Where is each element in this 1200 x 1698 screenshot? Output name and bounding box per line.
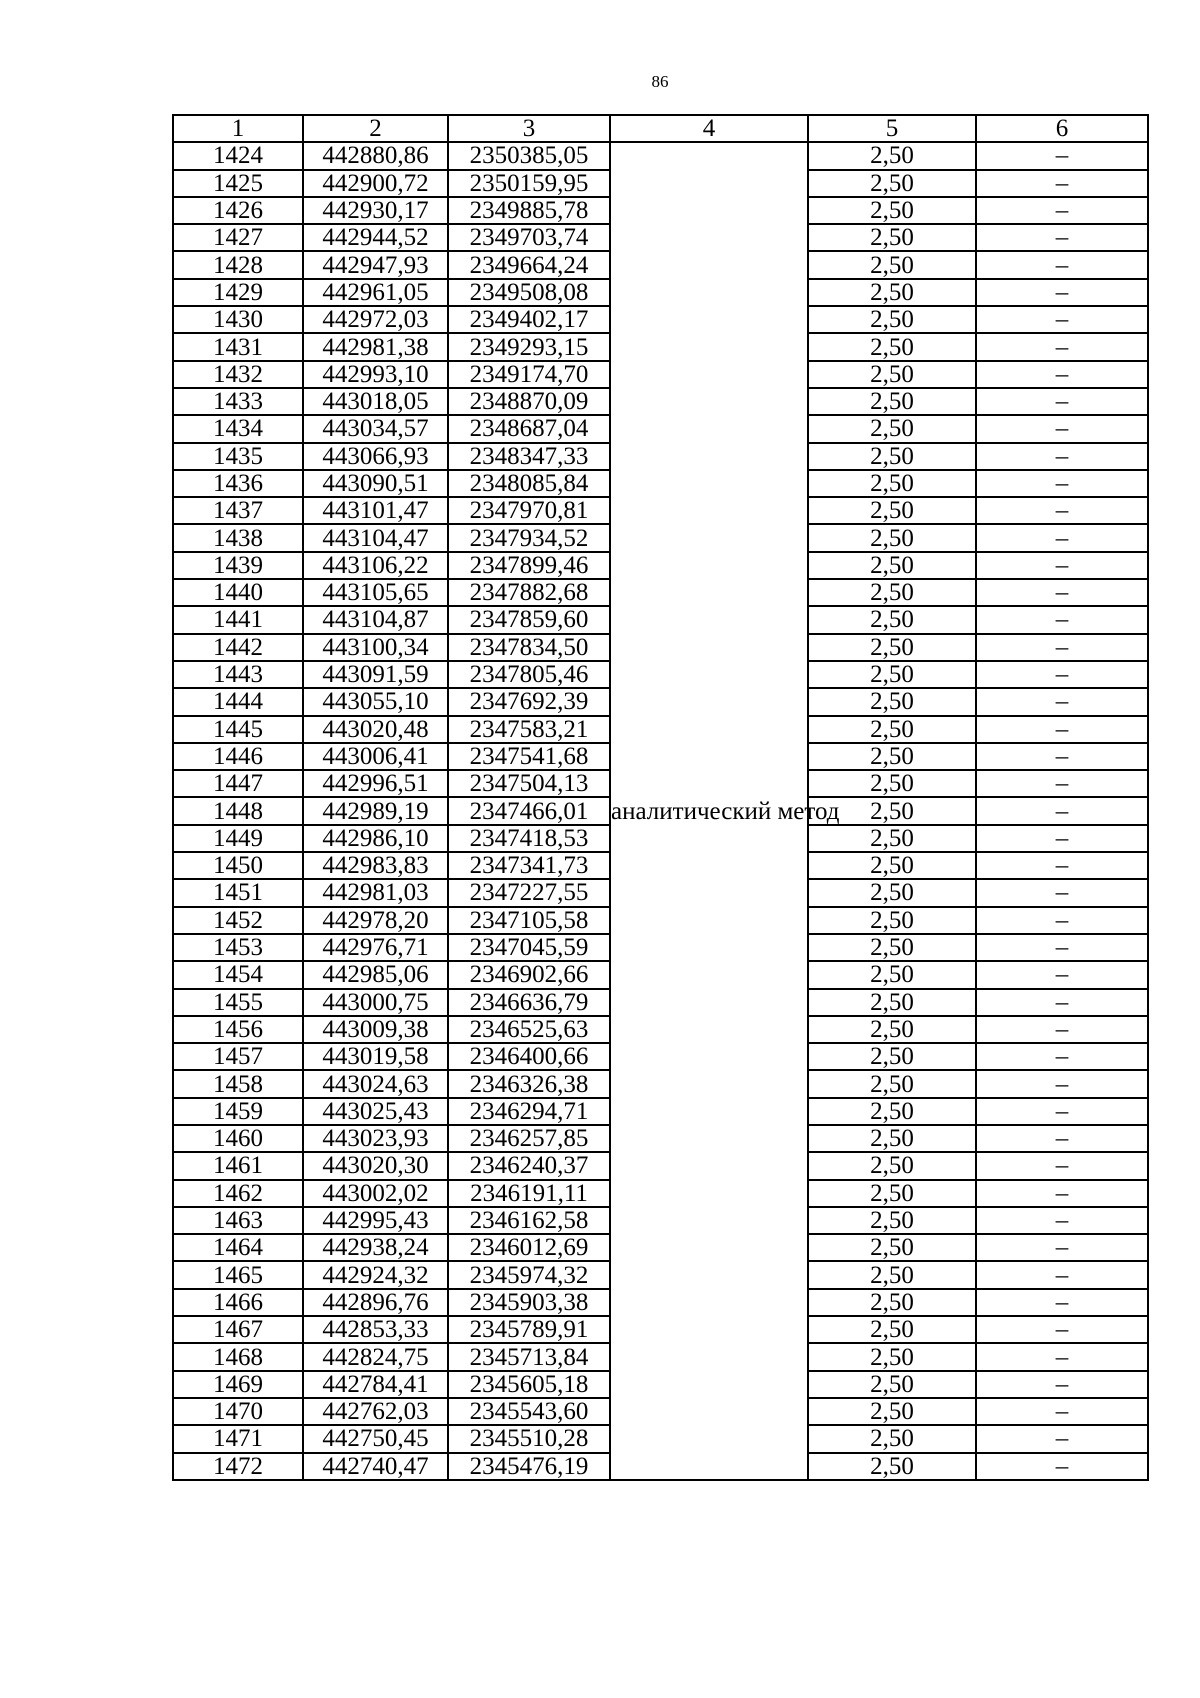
x-coordinate-cell: 442740,47 bbox=[303, 1453, 448, 1480]
x-coordinate-cell: 442896,76 bbox=[303, 1289, 448, 1316]
y-coordinate-cell: 2350385,05 bbox=[448, 142, 610, 169]
note-cell: – bbox=[976, 361, 1148, 388]
y-coordinate-cell: 2347341,73 bbox=[448, 852, 610, 879]
note-cell: – bbox=[976, 606, 1148, 633]
note-cell: – bbox=[976, 552, 1148, 579]
accuracy-cell: 2,50 bbox=[808, 1453, 976, 1480]
point-number-cell: 1453 bbox=[173, 934, 303, 961]
x-coordinate-cell: 442750,45 bbox=[303, 1425, 448, 1452]
note-cell: – bbox=[976, 306, 1148, 333]
point-number-cell: 1467 bbox=[173, 1316, 303, 1343]
note-cell: – bbox=[976, 825, 1148, 852]
point-number-cell: 1456 bbox=[173, 1016, 303, 1043]
accuracy-cell: 2,50 bbox=[808, 279, 976, 306]
note-cell: – bbox=[976, 1234, 1148, 1261]
x-coordinate-cell: 443100,34 bbox=[303, 634, 448, 661]
note-cell: – bbox=[976, 1070, 1148, 1097]
note-cell: – bbox=[976, 716, 1148, 743]
accuracy-cell: 2,50 bbox=[808, 688, 976, 715]
x-coordinate-cell: 442996,51 bbox=[303, 770, 448, 797]
y-coordinate-cell: 2346326,38 bbox=[448, 1070, 610, 1097]
accuracy-cell: 2,50 bbox=[808, 1125, 976, 1152]
accuracy-cell: 2,50 bbox=[808, 443, 976, 470]
y-coordinate-cell: 2349174,70 bbox=[448, 361, 610, 388]
y-coordinate-cell: 2347227,55 bbox=[448, 879, 610, 906]
point-number-cell: 1463 bbox=[173, 1207, 303, 1234]
y-coordinate-cell: 2347504,13 bbox=[448, 770, 610, 797]
accuracy-cell: 2,50 bbox=[808, 634, 976, 661]
x-coordinate-cell: 443055,10 bbox=[303, 688, 448, 715]
note-cell: – bbox=[976, 279, 1148, 306]
note-cell: – bbox=[976, 879, 1148, 906]
accuracy-cell: 2,50 bbox=[808, 1343, 976, 1370]
y-coordinate-cell: 2346525,63 bbox=[448, 1016, 610, 1043]
point-number-cell: 1451 bbox=[173, 879, 303, 906]
note-cell: – bbox=[976, 1289, 1148, 1316]
accuracy-cell: 2,50 bbox=[808, 552, 976, 579]
column-header-1: 1 bbox=[173, 115, 303, 142]
note-cell: – bbox=[976, 142, 1148, 169]
note-cell: – bbox=[976, 497, 1148, 524]
accuracy-cell: 2,50 bbox=[808, 170, 976, 197]
x-coordinate-cell: 442880,86 bbox=[303, 142, 448, 169]
accuracy-cell: 2,50 bbox=[808, 907, 976, 934]
accuracy-cell: 2,50 bbox=[808, 770, 976, 797]
y-coordinate-cell: 2347045,59 bbox=[448, 934, 610, 961]
y-coordinate-cell: 2345605,18 bbox=[448, 1371, 610, 1398]
x-coordinate-cell: 442972,03 bbox=[303, 306, 448, 333]
point-number-cell: 1452 bbox=[173, 907, 303, 934]
x-coordinate-cell: 443066,93 bbox=[303, 443, 448, 470]
x-coordinate-cell: 443024,63 bbox=[303, 1070, 448, 1097]
point-number-cell: 1424 bbox=[173, 142, 303, 169]
y-coordinate-cell: 2346257,85 bbox=[448, 1125, 610, 1152]
accuracy-cell: 2,50 bbox=[808, 524, 976, 551]
x-coordinate-cell: 442983,83 bbox=[303, 852, 448, 879]
y-coordinate-cell: 2347105,58 bbox=[448, 907, 610, 934]
note-cell: – bbox=[976, 1316, 1148, 1343]
point-number-cell: 1442 bbox=[173, 634, 303, 661]
x-coordinate-cell: 442784,41 bbox=[303, 1371, 448, 1398]
point-number-cell: 1447 bbox=[173, 770, 303, 797]
accuracy-cell: 2,50 bbox=[808, 1152, 976, 1179]
y-coordinate-cell: 2347805,46 bbox=[448, 661, 610, 688]
x-coordinate-cell: 443006,41 bbox=[303, 743, 448, 770]
x-coordinate-cell: 443023,93 bbox=[303, 1125, 448, 1152]
x-coordinate-cell: 442900,72 bbox=[303, 170, 448, 197]
accuracy-cell: 2,50 bbox=[808, 224, 976, 251]
x-coordinate-cell: 442986,10 bbox=[303, 825, 448, 852]
note-cell: – bbox=[976, 333, 1148, 360]
x-coordinate-cell: 443091,59 bbox=[303, 661, 448, 688]
point-number-cell: 1433 bbox=[173, 388, 303, 415]
accuracy-cell: 2,50 bbox=[808, 197, 976, 224]
accuracy-cell: 2,50 bbox=[808, 1207, 976, 1234]
note-cell: – bbox=[976, 197, 1148, 224]
point-number-cell: 1469 bbox=[173, 1371, 303, 1398]
note-cell: – bbox=[976, 388, 1148, 415]
note-cell: – bbox=[976, 1043, 1148, 1070]
accuracy-cell: 2,50 bbox=[808, 497, 976, 524]
x-coordinate-cell: 442853,33 bbox=[303, 1316, 448, 1343]
y-coordinate-cell: 2345974,32 bbox=[448, 1261, 610, 1288]
x-coordinate-cell: 442947,93 bbox=[303, 251, 448, 278]
accuracy-cell: 2,50 bbox=[808, 1234, 976, 1261]
accuracy-cell: 2,50 bbox=[808, 1098, 976, 1125]
point-number-cell: 1425 bbox=[173, 170, 303, 197]
y-coordinate-cell: 2346162,58 bbox=[448, 1207, 610, 1234]
note-cell: – bbox=[976, 1398, 1148, 1425]
point-number-cell: 1464 bbox=[173, 1234, 303, 1261]
point-number-cell: 1445 bbox=[173, 716, 303, 743]
y-coordinate-cell: 2349664,24 bbox=[448, 251, 610, 278]
x-coordinate-cell: 443020,30 bbox=[303, 1152, 448, 1179]
point-number-cell: 1458 bbox=[173, 1070, 303, 1097]
point-number-cell: 1434 bbox=[173, 415, 303, 442]
y-coordinate-cell: 2347541,68 bbox=[448, 743, 610, 770]
x-coordinate-cell: 442976,71 bbox=[303, 934, 448, 961]
point-number-cell: 1428 bbox=[173, 251, 303, 278]
note-cell: – bbox=[976, 170, 1148, 197]
point-number-cell: 1471 bbox=[173, 1425, 303, 1452]
point-number-cell: 1466 bbox=[173, 1289, 303, 1316]
y-coordinate-cell: 2349703,74 bbox=[448, 224, 610, 251]
accuracy-cell: 2,50 bbox=[808, 306, 976, 333]
point-number-cell: 1446 bbox=[173, 743, 303, 770]
note-cell: – bbox=[976, 688, 1148, 715]
accuracy-cell: 2,50 bbox=[808, 825, 976, 852]
x-coordinate-cell: 443104,47 bbox=[303, 524, 448, 551]
point-number-cell: 1459 bbox=[173, 1098, 303, 1125]
y-coordinate-cell: 2347934,52 bbox=[448, 524, 610, 551]
y-coordinate-cell: 2347466,01 bbox=[448, 797, 610, 824]
point-number-cell: 1465 bbox=[173, 1261, 303, 1288]
x-coordinate-cell: 443101,47 bbox=[303, 497, 448, 524]
point-number-cell: 1455 bbox=[173, 989, 303, 1016]
accuracy-cell: 2,50 bbox=[808, 879, 976, 906]
accuracy-cell: 2,50 bbox=[808, 1016, 976, 1043]
point-number-cell: 1460 bbox=[173, 1125, 303, 1152]
x-coordinate-cell: 443106,22 bbox=[303, 552, 448, 579]
accuracy-cell: 2,50 bbox=[808, 1180, 976, 1207]
point-number-cell: 1440 bbox=[173, 579, 303, 606]
y-coordinate-cell: 2349402,17 bbox=[448, 306, 610, 333]
accuracy-cell: 2,50 bbox=[808, 1371, 976, 1398]
point-number-cell: 1426 bbox=[173, 197, 303, 224]
x-coordinate-cell: 443018,05 bbox=[303, 388, 448, 415]
point-number-cell: 1438 bbox=[173, 524, 303, 551]
accuracy-cell: 2,50 bbox=[808, 142, 976, 169]
note-cell: – bbox=[976, 852, 1148, 879]
table-body bbox=[173, 142, 1148, 1480]
y-coordinate-cell: 2345713,84 bbox=[448, 1343, 610, 1370]
note-cell: – bbox=[976, 1098, 1148, 1125]
accuracy-cell: 2,50 bbox=[808, 1070, 976, 1097]
point-number-cell: 1429 bbox=[173, 279, 303, 306]
point-number-cell: 1432 bbox=[173, 361, 303, 388]
note-cell: – bbox=[976, 443, 1148, 470]
point-number-cell: 1462 bbox=[173, 1180, 303, 1207]
point-number-cell: 1436 bbox=[173, 470, 303, 497]
y-coordinate-cell: 2347692,39 bbox=[448, 688, 610, 715]
note-cell: – bbox=[976, 743, 1148, 770]
note-cell: – bbox=[976, 524, 1148, 551]
y-coordinate-cell: 2347834,50 bbox=[448, 634, 610, 661]
point-number-cell: 1468 bbox=[173, 1343, 303, 1370]
point-number-cell: 1454 bbox=[173, 961, 303, 988]
accuracy-cell: 2,50 bbox=[808, 361, 976, 388]
y-coordinate-cell: 2349885,78 bbox=[448, 197, 610, 224]
x-coordinate-cell: 443020,48 bbox=[303, 716, 448, 743]
note-cell: – bbox=[976, 907, 1148, 934]
y-coordinate-cell: 2346294,71 bbox=[448, 1098, 610, 1125]
column-header-2: 2 bbox=[303, 115, 448, 142]
note-cell: – bbox=[976, 470, 1148, 497]
accuracy-cell: 2,50 bbox=[808, 961, 976, 988]
x-coordinate-cell: 443105,65 bbox=[303, 579, 448, 606]
point-number-cell: 1443 bbox=[173, 661, 303, 688]
y-coordinate-cell: 2345476,19 bbox=[448, 1453, 610, 1480]
note-cell: – bbox=[976, 1453, 1148, 1480]
x-coordinate-cell: 443019,58 bbox=[303, 1043, 448, 1070]
x-coordinate-cell: 442762,03 bbox=[303, 1398, 448, 1425]
y-coordinate-cell: 2346636,79 bbox=[448, 989, 610, 1016]
column-header-5: 5 bbox=[808, 115, 976, 142]
y-coordinate-cell: 2350159,95 bbox=[448, 170, 610, 197]
column-header-6: 6 bbox=[976, 115, 1148, 142]
x-coordinate-cell: 442924,32 bbox=[303, 1261, 448, 1288]
y-coordinate-cell: 2349293,15 bbox=[448, 333, 610, 360]
note-cell: – bbox=[976, 797, 1148, 824]
x-coordinate-cell: 442981,03 bbox=[303, 879, 448, 906]
table-row bbox=[173, 142, 1148, 169]
accuracy-cell: 2,50 bbox=[808, 1043, 976, 1070]
note-cell: – bbox=[976, 415, 1148, 442]
note-cell: – bbox=[976, 961, 1148, 988]
accuracy-cell: 2,50 bbox=[808, 415, 976, 442]
column-header-4: 4 bbox=[610, 115, 808, 142]
point-number-cell: 1472 bbox=[173, 1453, 303, 1480]
note-cell: – bbox=[976, 251, 1148, 278]
coordinates-table bbox=[172, 114, 1149, 1481]
note-cell: – bbox=[976, 579, 1148, 606]
y-coordinate-cell: 2345510,28 bbox=[448, 1425, 610, 1452]
y-coordinate-cell: 2345903,38 bbox=[448, 1289, 610, 1316]
y-coordinate-cell: 2346012,69 bbox=[448, 1234, 610, 1261]
y-coordinate-cell: 2348687,04 bbox=[448, 415, 610, 442]
point-number-cell: 1461 bbox=[173, 1152, 303, 1179]
accuracy-cell: 2,50 bbox=[808, 716, 976, 743]
page-number: 86 bbox=[651, 72, 669, 91]
y-coordinate-cell: 2347418,53 bbox=[448, 825, 610, 852]
point-number-cell: 1427 bbox=[173, 224, 303, 251]
y-coordinate-cell: 2346191,11 bbox=[448, 1180, 610, 1207]
y-coordinate-cell: 2347882,68 bbox=[448, 579, 610, 606]
x-coordinate-cell: 443104,87 bbox=[303, 606, 448, 633]
note-cell: – bbox=[976, 1152, 1148, 1179]
x-coordinate-cell: 443002,02 bbox=[303, 1180, 448, 1207]
x-coordinate-cell: 443025,43 bbox=[303, 1098, 448, 1125]
x-coordinate-cell: 442981,38 bbox=[303, 333, 448, 360]
x-coordinate-cell: 442989,19 bbox=[303, 797, 448, 824]
y-coordinate-cell: 2346902,66 bbox=[448, 961, 610, 988]
point-number-cell: 1441 bbox=[173, 606, 303, 633]
note-cell: – bbox=[976, 1343, 1148, 1370]
point-number-cell: 1437 bbox=[173, 497, 303, 524]
note-cell: – bbox=[976, 1125, 1148, 1152]
point-number-cell: 1435 bbox=[173, 443, 303, 470]
y-coordinate-cell: 2349508,08 bbox=[448, 279, 610, 306]
x-coordinate-cell: 442995,43 bbox=[303, 1207, 448, 1234]
y-coordinate-cell: 2347899,46 bbox=[448, 552, 610, 579]
x-coordinate-cell: 442938,24 bbox=[303, 1234, 448, 1261]
accuracy-cell: 2,50 bbox=[808, 1261, 976, 1288]
accuracy-cell: 2,50 bbox=[808, 743, 976, 770]
y-coordinate-cell: 2346400,66 bbox=[448, 1043, 610, 1070]
column-header-3: 3 bbox=[448, 115, 610, 142]
x-coordinate-cell: 443009,38 bbox=[303, 1016, 448, 1043]
point-number-cell: 1470 bbox=[173, 1398, 303, 1425]
y-coordinate-cell: 2346240,37 bbox=[448, 1152, 610, 1179]
method-cell: аналитический метод bbox=[610, 142, 808, 1480]
y-coordinate-cell: 2348085,84 bbox=[448, 470, 610, 497]
y-coordinate-cell: 2348870,09 bbox=[448, 388, 610, 415]
note-cell: – bbox=[976, 661, 1148, 688]
x-coordinate-cell: 443090,51 bbox=[303, 470, 448, 497]
accuracy-cell: 2,50 bbox=[808, 470, 976, 497]
accuracy-cell: 2,50 bbox=[808, 388, 976, 415]
y-coordinate-cell: 2345789,91 bbox=[448, 1316, 610, 1343]
y-coordinate-cell: 2345543,60 bbox=[448, 1398, 610, 1425]
x-coordinate-cell: 442978,20 bbox=[303, 907, 448, 934]
accuracy-cell: 2,50 bbox=[808, 606, 976, 633]
y-coordinate-cell: 2348347,33 bbox=[448, 443, 610, 470]
accuracy-cell: 2,50 bbox=[808, 934, 976, 961]
note-cell: – bbox=[976, 934, 1148, 961]
point-number-cell: 1431 bbox=[173, 333, 303, 360]
note-cell: – bbox=[976, 770, 1148, 797]
note-cell: – bbox=[976, 1261, 1148, 1288]
note-cell: – bbox=[976, 634, 1148, 661]
x-coordinate-cell: 442993,10 bbox=[303, 361, 448, 388]
accuracy-cell: 2,50 bbox=[808, 1316, 976, 1343]
accuracy-cell: 2,50 bbox=[808, 852, 976, 879]
x-coordinate-cell: 442944,52 bbox=[303, 224, 448, 251]
accuracy-cell: 2,50 bbox=[808, 251, 976, 278]
accuracy-cell: 2,50 bbox=[808, 579, 976, 606]
x-coordinate-cell: 442824,75 bbox=[303, 1343, 448, 1370]
point-number-cell: 1448 bbox=[173, 797, 303, 824]
point-number-cell: 1430 bbox=[173, 306, 303, 333]
accuracy-cell: 2,50 bbox=[808, 661, 976, 688]
note-cell: – bbox=[976, 1425, 1148, 1452]
point-number-cell: 1439 bbox=[173, 552, 303, 579]
y-coordinate-cell: 2347583,21 bbox=[448, 716, 610, 743]
accuracy-cell: 2,50 bbox=[808, 333, 976, 360]
accuracy-cell: 2,50 bbox=[808, 797, 976, 824]
note-cell: – bbox=[976, 1371, 1148, 1398]
y-coordinate-cell: 2347970,81 bbox=[448, 497, 610, 524]
accuracy-cell: 2,50 bbox=[808, 1425, 976, 1452]
x-coordinate-cell: 442961,05 bbox=[303, 279, 448, 306]
accuracy-cell: 2,50 bbox=[808, 1289, 976, 1316]
x-coordinate-cell: 442985,06 bbox=[303, 961, 448, 988]
note-cell: – bbox=[976, 1207, 1148, 1234]
accuracy-cell: 2,50 bbox=[808, 989, 976, 1016]
note-cell: – bbox=[976, 224, 1148, 251]
table-header-row bbox=[173, 115, 1148, 142]
x-coordinate-cell: 443000,75 bbox=[303, 989, 448, 1016]
point-number-cell: 1444 bbox=[173, 688, 303, 715]
point-number-cell: 1450 bbox=[173, 852, 303, 879]
x-coordinate-cell: 442930,17 bbox=[303, 197, 448, 224]
y-coordinate-cell: 2347859,60 bbox=[448, 606, 610, 633]
note-cell: – bbox=[976, 1180, 1148, 1207]
note-cell: – bbox=[976, 1016, 1148, 1043]
accuracy-cell: 2,50 bbox=[808, 1398, 976, 1425]
point-number-cell: 1449 bbox=[173, 825, 303, 852]
x-coordinate-cell: 443034,57 bbox=[303, 415, 448, 442]
note-cell: – bbox=[976, 989, 1148, 1016]
point-number-cell: 1457 bbox=[173, 1043, 303, 1070]
